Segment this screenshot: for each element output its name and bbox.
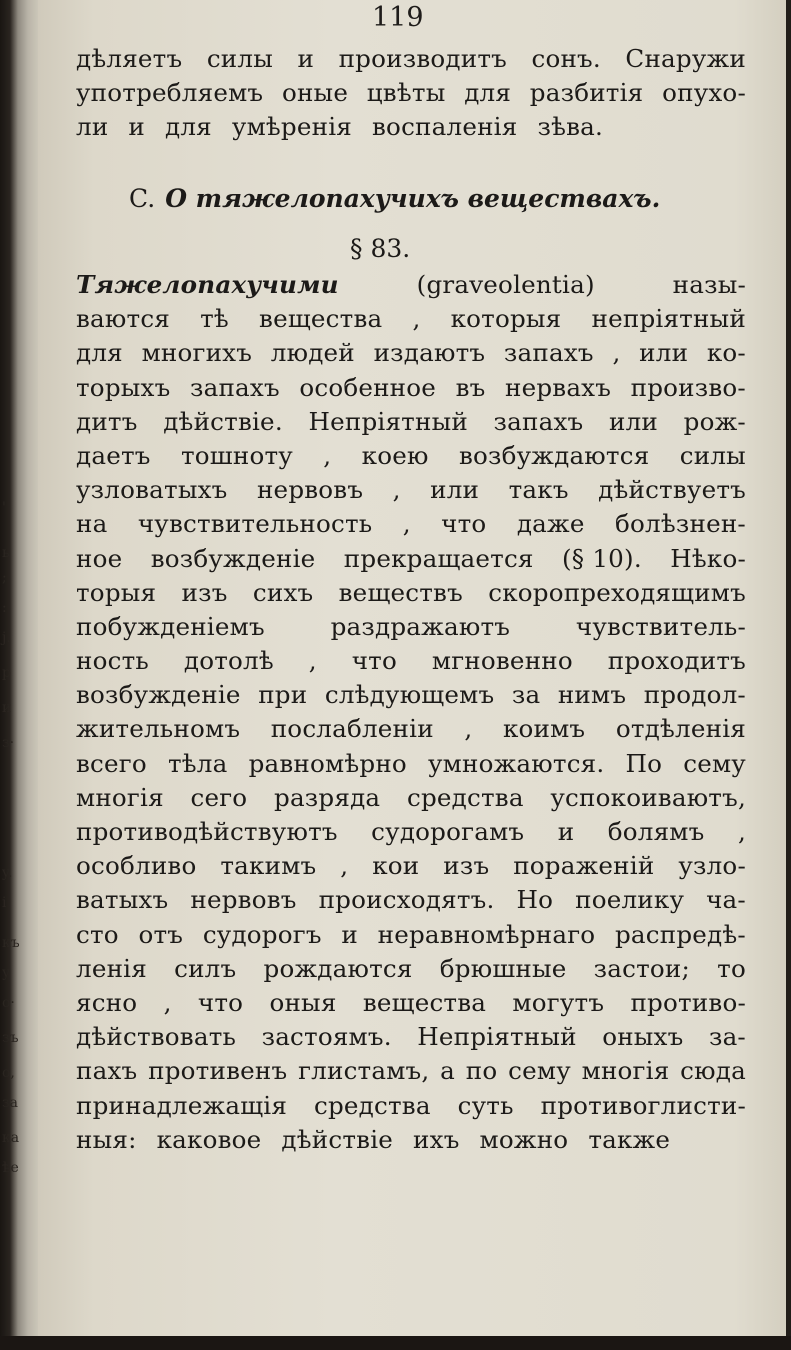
word: проходитъ [607,646,746,676]
text-line [76,988,746,1022]
word: умножаются. [428,748,605,778]
word: нервовъ [256,475,364,505]
word: силы [679,440,746,470]
word: жительномъ [76,714,241,744]
section-number: § 83. [350,234,411,263]
word: , [163,987,172,1017]
margin-fragment: ѣе [2,1160,19,1176]
word: продол- [643,680,746,710]
margin-fragment: р [2,665,11,681]
word: противоглисти- [540,1090,746,1120]
word: и [557,817,575,846]
word: силы [206,44,273,73]
word: а [440,1056,456,1086]
word: возбуждаются [458,440,650,470]
word: назы- [672,270,746,299]
word: противенъ [148,1056,288,1086]
word: послабленіи [270,714,434,744]
text-line [76,112,746,146]
margin-fragment: з· [2,735,15,751]
margin-fragment: і [2,895,7,911]
word: въ [455,372,486,402]
word: зѣва. [537,112,604,142]
word: что [351,646,397,676]
word: и [128,112,146,142]
word: или [639,338,689,368]
margin-fragment: ь [2,545,10,561]
word: прекращается [343,543,534,573]
word: происходятъ. [318,885,495,915]
word: судорогамъ [371,817,525,846]
word: каковое [156,1124,262,1154]
margin-fragment: о· [2,995,15,1011]
margin-fragment: у [2,965,11,981]
word: кои [372,851,420,881]
word: что [441,509,487,539]
word: застоямъ. [261,1022,392,1052]
word: побужденіемъ [76,611,265,641]
margin-fragment: и [2,700,12,716]
word: сихъ [252,577,314,607]
word: запахъ [189,372,280,402]
word: дотолѣ [183,646,274,676]
word: произво- [630,372,746,402]
word: коимъ [502,714,586,744]
word: чувствительность [137,509,373,539]
word: , [308,646,317,676]
word: на [76,509,108,539]
word: сонъ. [531,44,601,73]
word: дѣйствуетъ [598,475,746,505]
word: изъ [443,851,490,881]
text-line [76,954,746,988]
page-number: 119 [372,2,424,33]
text-line [76,1125,746,1159]
word: (graveolentia) [416,270,595,299]
text-line [76,714,746,748]
word: , [323,440,332,470]
word: (§ 10). [562,543,642,573]
word: воспаленія [372,112,518,142]
word: ко- [706,338,746,368]
word: Непріятный [417,1022,577,1052]
text-line [76,304,746,338]
word: брюшные [439,953,567,983]
text-line [76,851,746,885]
text-line [76,338,746,372]
word: ное [76,543,123,573]
word: такъ [508,475,569,505]
word: вещества [259,304,383,334]
margin-fragment: ' [2,500,6,516]
word: или [430,475,480,505]
word: всего [76,748,147,778]
word: узловатыхъ [76,475,228,505]
text-line [76,373,746,407]
word: по [465,1056,498,1086]
word: мгновенно [431,646,573,676]
word: тѣ [200,304,229,334]
word: также [588,1124,671,1154]
word: пахъ [76,1056,138,1086]
word: такимъ [220,851,317,881]
word: рож- [683,406,746,436]
word: силъ [174,953,237,983]
section-letter: C. [129,184,156,213]
book-gutter [0,0,38,1350]
word: неравномѣрнаго [377,919,596,949]
word: разряда [274,782,381,812]
word: глистамъ, [298,1056,430,1086]
word: , [737,817,746,846]
word: цвѣты [366,78,446,108]
word: возбужденіе [76,680,241,710]
word: ваются [76,304,171,334]
text-line [76,270,746,304]
word: дѣйствіе. [163,406,283,436]
margin-fragment: : [2,600,7,616]
margin-fragment: ка [2,1130,20,1146]
word: ихъ [413,1124,460,1154]
word: , [392,475,401,505]
text-line [76,578,746,612]
text-line [76,44,746,78]
word: коею [361,440,429,470]
word: умѣренія [231,112,353,142]
word: для [165,112,212,142]
word: , [412,304,421,334]
margin-fragment: y. [2,865,13,881]
word: опухо- [662,78,746,108]
word: средства [406,782,524,812]
word: которыя [450,304,562,334]
word: многія [76,782,164,812]
text-line [76,407,746,441]
word: сюда [680,1056,746,1086]
word: разбитія [529,78,644,108]
text-line [76,783,746,817]
word: оные [281,78,349,108]
word: за [511,680,541,710]
word: дѣляетъ [76,44,183,73]
margin-fragment: ; [2,570,7,586]
word: можно [479,1124,569,1154]
word: ватыхъ [76,885,169,915]
word: успокоиваютъ, [550,782,746,812]
word: застои; [593,953,691,983]
word: изъ [181,577,228,607]
margin-fragment: о, [2,1065,15,1081]
word: за- [708,1022,746,1052]
margin-fragment: къ [2,935,20,951]
text-line [76,441,746,475]
word: , [402,509,411,539]
word: издаютъ [373,338,486,368]
text-line [76,1022,746,1056]
word: дѣйствіе [281,1124,394,1154]
word: торыя [76,577,157,607]
section-title: О тяжелопахучихъ веществахъ. [165,184,661,213]
word: производитъ [338,44,507,73]
word: тѣла [167,748,228,778]
text-line [76,749,746,783]
word: сему [508,1056,571,1086]
word: даетъ [76,440,151,470]
word: дитъ [76,406,138,436]
word: суть [457,1090,514,1120]
word: вещества [362,987,487,1017]
word: равномѣрно [248,748,407,778]
word: нервовъ [190,885,297,915]
word: ныя: [76,1124,137,1154]
word: Непріятный [308,406,468,436]
word: сто [76,919,119,949]
word: ча- [706,885,746,915]
word: болѣзнен- [615,509,746,539]
text-line [76,920,746,954]
word: противодѣйствуютъ [76,817,338,846]
word: пораженій [513,851,655,881]
word: Снаружи [625,44,746,73]
word: Нѣко- [670,543,746,573]
word: дѣйствовать [76,1022,237,1052]
word: нервахъ [504,372,612,402]
word: поелику [575,885,685,915]
text-line [76,817,746,851]
word: распредѣ- [614,919,746,949]
word: оныхъ [602,1022,684,1052]
scan-bottom-edge [0,1336,791,1350]
text-line [76,78,746,112]
word: По [625,748,663,778]
word: особливо [76,851,197,881]
word: многихъ [141,338,253,368]
word: сего [190,782,248,812]
margin-fragment: зъ [2,1030,19,1046]
word: и [341,919,358,949]
word: нимъ [557,680,627,710]
word: торыхъ [76,372,171,402]
word: Но [516,885,554,915]
word: то [717,953,746,983]
word: веществъ [338,577,463,607]
word: отдѣленія [615,714,746,744]
word: отъ [138,919,184,949]
word: или [609,406,659,436]
text-line [76,680,746,714]
word: непріятный [591,304,746,334]
word: оныя [269,987,337,1017]
word: Тяжелопахучими [76,270,339,299]
word: для [76,338,123,368]
word: и [297,44,315,73]
margin-fragment: за [2,1095,18,1111]
text-line [76,1091,746,1125]
word: особенное [299,372,437,402]
word: ленія [76,953,147,983]
word: средства [313,1090,431,1120]
word: для [464,78,512,108]
word: узло- [678,851,746,881]
word: , [340,851,349,881]
word: судорогъ [202,919,322,949]
word: даже [516,509,585,539]
word: употребляемъ [76,78,264,108]
text-line [76,646,746,680]
carryover-paragraph [76,44,746,147]
word: чувствитель- [575,611,746,641]
section-body [76,270,746,1159]
text-line [76,475,746,509]
word: рождаются [263,953,413,983]
word: противо- [630,987,746,1017]
word: принадлежащія [76,1090,288,1120]
word: возбужденіе [150,543,316,573]
word: людей [270,338,355,368]
word: тошноту [180,440,293,470]
text-line [76,885,746,919]
text-line [76,1056,746,1090]
margin-fragment: j. [2,630,11,646]
word: скоропреходящимъ [488,577,746,607]
word: многія [581,1056,670,1086]
word: ясно [76,987,138,1017]
text-line [76,509,746,543]
word: что [197,987,244,1017]
text-line [76,544,746,578]
text-line [76,612,746,646]
word: ность [76,646,149,676]
word: , [612,338,621,368]
word: ли [76,112,109,142]
word: запахъ [493,406,584,436]
word: сему [683,748,746,778]
word: при [258,680,308,710]
word: раздражаютъ [330,611,511,641]
word: , [464,714,473,744]
word: могутъ [512,987,605,1017]
word: запахъ [503,338,594,368]
word: слѣдующемъ [324,680,495,710]
word: болямъ [607,817,705,846]
section-heading [129,184,660,213]
